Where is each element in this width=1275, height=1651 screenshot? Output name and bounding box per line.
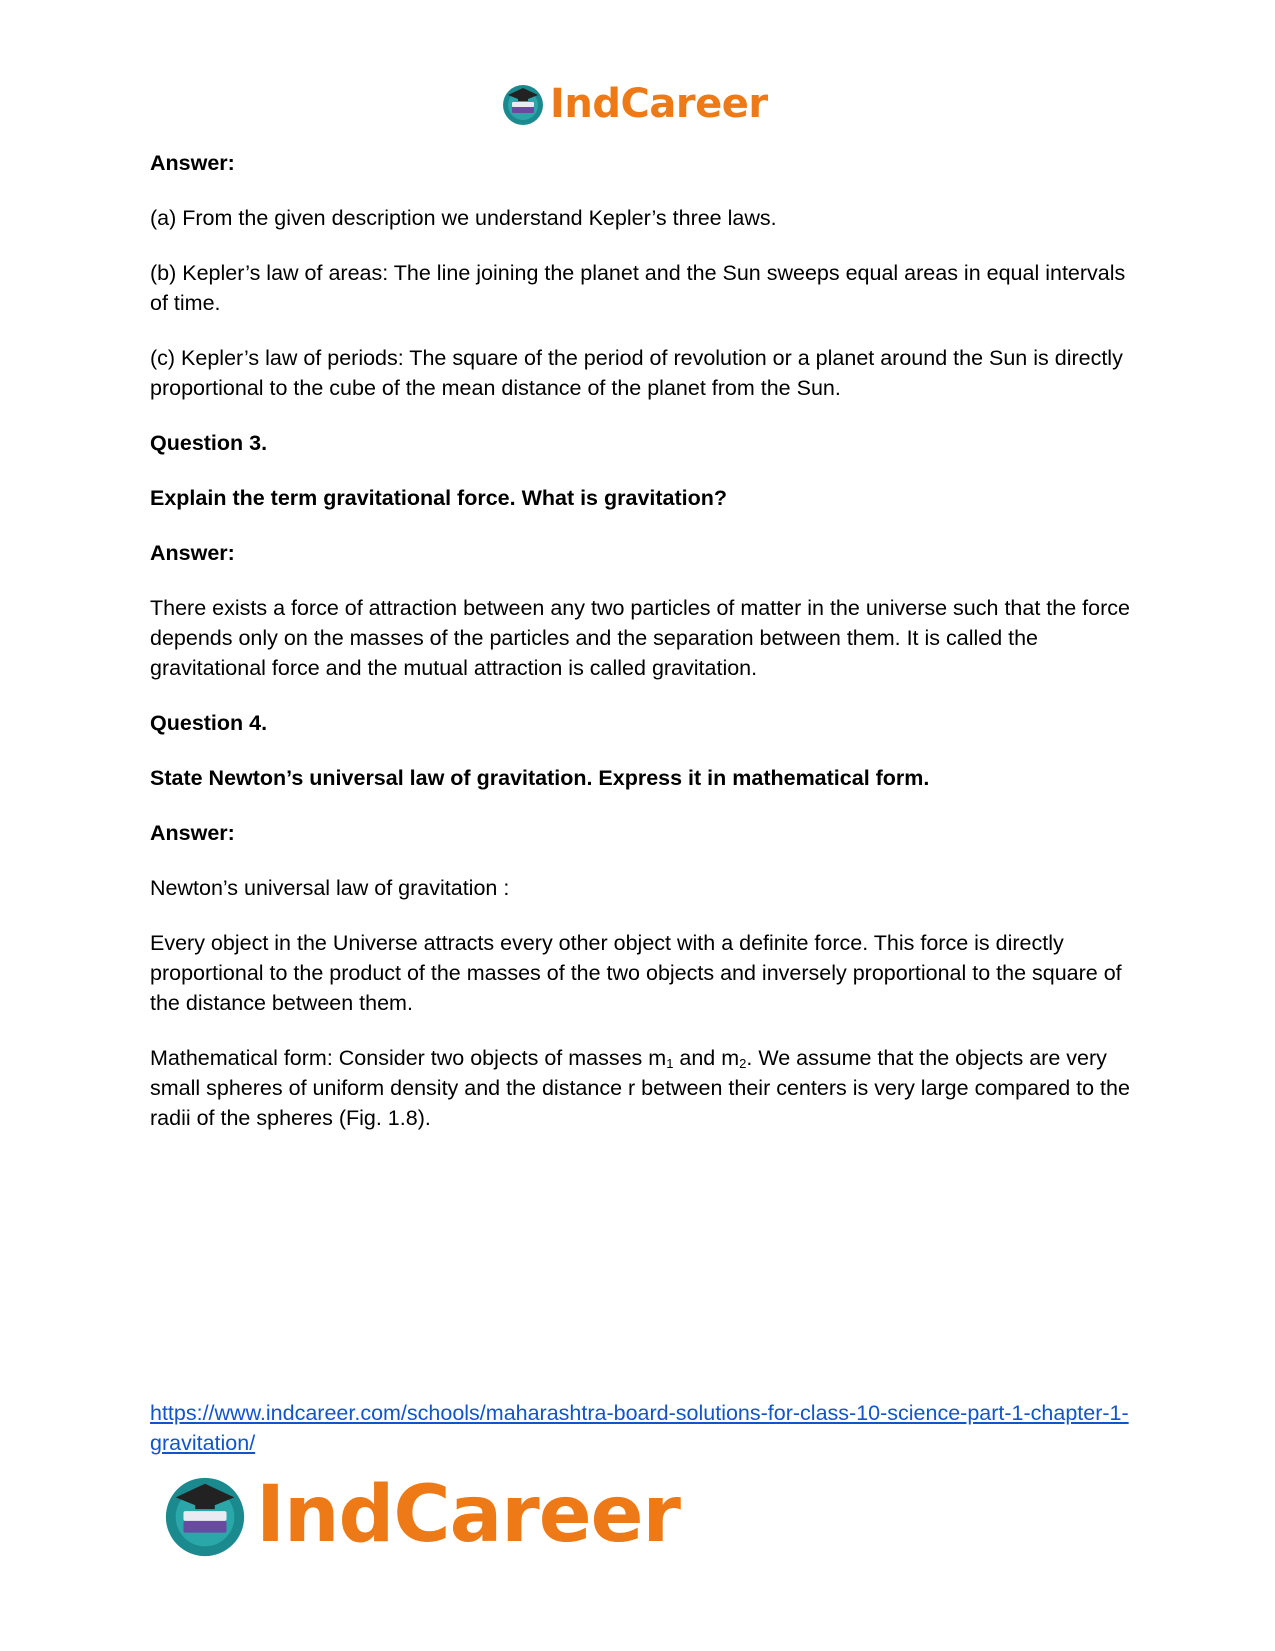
- answer-paragraph: (b) Kepler’s law of areas: The line joining the planet and the Sun sweeps equal areas in equal intervals of time.: [150, 261, 1126, 315]
- question-label: Question 3.: [150, 431, 268, 455]
- math-text: and m: [673, 1046, 740, 1070]
- answer-paragraph: Newton’s universal law of gravitation :: [150, 876, 510, 900]
- question-label: Question 4.: [150, 711, 268, 735]
- footer-logo: [160, 1470, 680, 1560]
- answer-paragraph: There exists a force of attraction between any two particles of matter in the universe such that the force depends only on the masses of the particles and the separation between them. It is called the gravitational force and the mutual attraction is called gravitation.: [150, 596, 1130, 680]
- question-text: State Newton’s universal law of gravitation. Express it in mathematical form.: [150, 766, 930, 790]
- math-text: Mathematical form: Consider two objects of masses m: [150, 1046, 667, 1070]
- math-form-paragraph: [150, 1043, 1140, 1133]
- subscript: 1: [666, 1056, 674, 1071]
- answer-label: Answer:: [150, 541, 235, 565]
- graduation-globe-book-icon: [160, 1470, 250, 1560]
- source-link[interactable]: https://www.indcareer.com/schools/maharashtra-board-solutions-for-class-10-science-part-1-chapter-1-gravitation/: [150, 1401, 1129, 1455]
- answer-label: Answer:: [150, 821, 235, 845]
- answer-label: Answer:: [150, 151, 235, 175]
- logo-text: IndCareer: [256, 1470, 680, 1560]
- header-logo: [500, 80, 768, 128]
- logo-text: IndCareer: [550, 81, 768, 127]
- answer-paragraph: (c) Kepler’s law of periods: The square of the period of revolution or a planet around the Sun is directly proportional to the cube of the mean distance of the planet from the Sun.: [150, 346, 1123, 400]
- math-text: . We assume that the objects are very small spheres of uniform density and the distance r between their centers is very large compared to the radii of the spheres (Fig. 1.8).: [150, 1046, 1130, 1130]
- subscript: 2: [739, 1056, 747, 1071]
- graduation-globe-book-icon: [500, 81, 546, 127]
- question-text: Explain the term gravitational force. What is gravitation?: [150, 486, 728, 510]
- document-body: [150, 148, 1140, 1158]
- answer-paragraph: (a) From the given description we understand Kepler’s three laws.: [150, 206, 777, 230]
- answer-paragraph: Every object in the Universe attracts every other object with a definite force. This force is directly proportional to the product of the masses of the two objects and inversely proportional to the square of the distance between them.: [150, 931, 1122, 1015]
